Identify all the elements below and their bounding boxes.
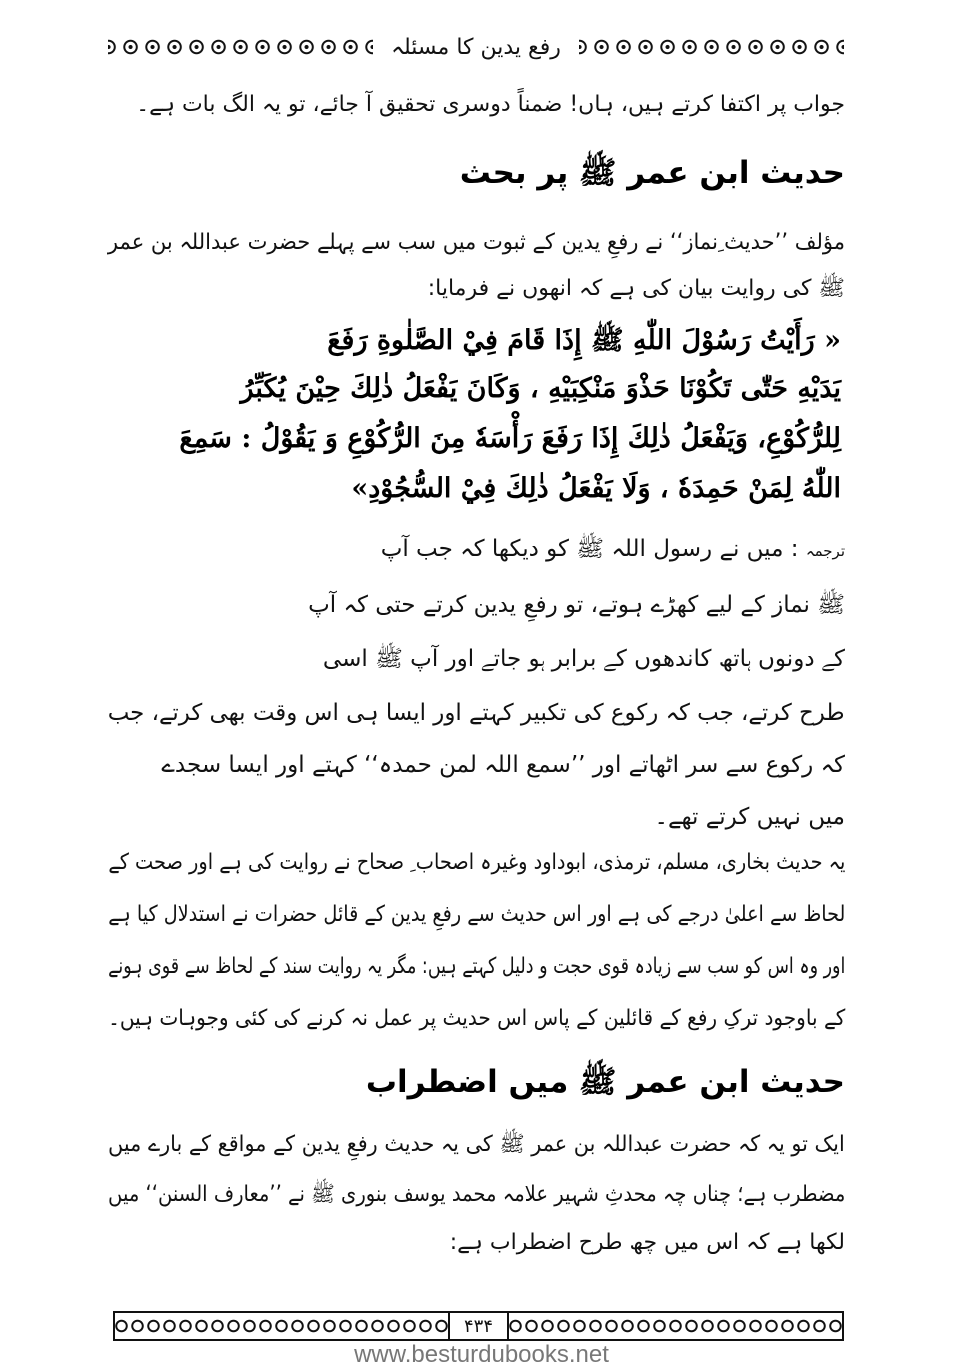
header-ornament-right [579, 36, 844, 58]
text-line: لحاظ سے اعلیٰ درجے کی ہے اور اس حدیث سے رفعِ یدین کے قائل حضرات نے استدلال کیا ہے [107, 902, 845, 927]
footer-ornament-right [509, 1313, 842, 1339]
hadith-arabic-line: اللّٰهُ لِمَنْ حَمِدَهٗ ، وَلَا يَفْعَلُ ذٰلِكَ فِيْ السُّجُوْدِ» [351, 473, 841, 504]
translation-line: ﷺ نماز کے لیے کھڑے ہوتے، تو رفعِ یدین کرتے حتی کہ آپ [308, 592, 845, 618]
text-line: کے باوجود ترکِ رفع کے قائلین کے پاس اس حدیث پر عمل نہ کرنے کی کئی وجوہات ہیں۔ [107, 1006, 845, 1031]
text-line: اور وہ اس کو سب سے زیادہ قوی حجت و دلیل کہتے ہیں: مگر یہ روایت سند کے لحاظ سے قوی ہونے [107, 954, 845, 979]
header-ornament-left [108, 36, 373, 58]
hadith-arabic-line: لِلرُّكُوْعِ، وَيَفْعَلُ ذٰلِكَ إِذَا رَفَعَ رَأْسَهٗ مِنَ الرُّكُوْعِ وَ يَقُوْلُ : سَمِعَ [179, 423, 841, 454]
text-line: ایک تو یہ کہ حضرت عبداللہ بن عمر ﷺ کی یہ حدیث رفعِ یدین کے مواقع کے بارے میں [108, 1132, 845, 1157]
header-title: رفع یدین کا مسئلہ [391, 34, 561, 60]
translation-line: ترجمہ : میں نے رسول اللہ ﷺ کو دیکھا کہ جب آپ [380, 536, 845, 562]
text-line: جواب پر اکتفا کرتے ہیں، ہاں! ضمناً دوسری تحقیق آ جائے، تو یہ الگ بات ہے۔ [136, 92, 845, 117]
translation-line: کے دونوں ہاتھ کاندھوں کے برابر ہو جاتے اور آپ ﷺ اسی [322, 646, 845, 672]
translation-text: میں نے رسول اللہ ﷺ کو دیکھا کہ جب آپ [380, 536, 784, 562]
text-line: مؤلف ’’حدیث ِنماز‘‘ نے رفعِ یدین کے ثبوت میں سب سے پہلے حضرت عبداللہ بن عمر [107, 230, 845, 255]
text-line: ﷺ کی روایت بیان کی ہے کہ انھوں نے فرمایا: [427, 276, 845, 301]
footer-ornament-left [115, 1313, 448, 1339]
translation-line: کہ رکوع سے سر اٹھاتے اور ’’سمع اللہ لمن حمدہ‘‘ کہتے اور ایسا سجدے [161, 752, 845, 778]
translation-line: میں نہیں کرتے تھے۔ [654, 804, 845, 830]
section-heading: حدیث ابن عمر ﷺ پر بحث [459, 155, 845, 191]
translation-label: ترجمہ [805, 542, 845, 560]
page-number: ۴۳۴ [448, 1313, 509, 1339]
website-watermark: www.besturdubooks.net [354, 1341, 609, 1368]
hadith-arabic-line: يَدَيْهِ حَتّٰى تَكُوْنَا حَذْوَ مَنْكِبَيْهِ ، وَكَانَ يَفْعَلُ ذٰلِكَ حِيْنَ يُكَبِّرُ [240, 373, 841, 404]
text-line: لکھا ہے کہ اس میں چھ طرح اضطراب ہے: [449, 1230, 845, 1255]
page-footer [113, 1311, 844, 1341]
text-line: یہ حدیث بخاری، مسلم، ترمذی، ابوداود وغیرہ اصحاب ِ صحاح نے روایت کی ہے اور صحت کے [108, 850, 845, 875]
text-line: مضطرب ہے؛ چناں چہ محدثِ شہیر علامہ محمد یوسف بنوری ﷺ نے ’’معارف السنن‘‘ میں [107, 1182, 845, 1207]
hadith-arabic-line: « رَأَيْتُ رَسُوْلَ اللّٰهِ ﷺ إِذَا قَامَ فِيْ الصَّلٰوةِ رَفَعَ [327, 325, 841, 356]
section-heading: حدیث ابن عمر ﷺ میں اضطراب [365, 1064, 845, 1100]
translation-line: طرح کرتے، جب کہ رکوع کی تکبیر کہتے اور ایسا ہی اس وقت بھی کرتے، جب [108, 700, 845, 726]
running-header [108, 30, 844, 64]
